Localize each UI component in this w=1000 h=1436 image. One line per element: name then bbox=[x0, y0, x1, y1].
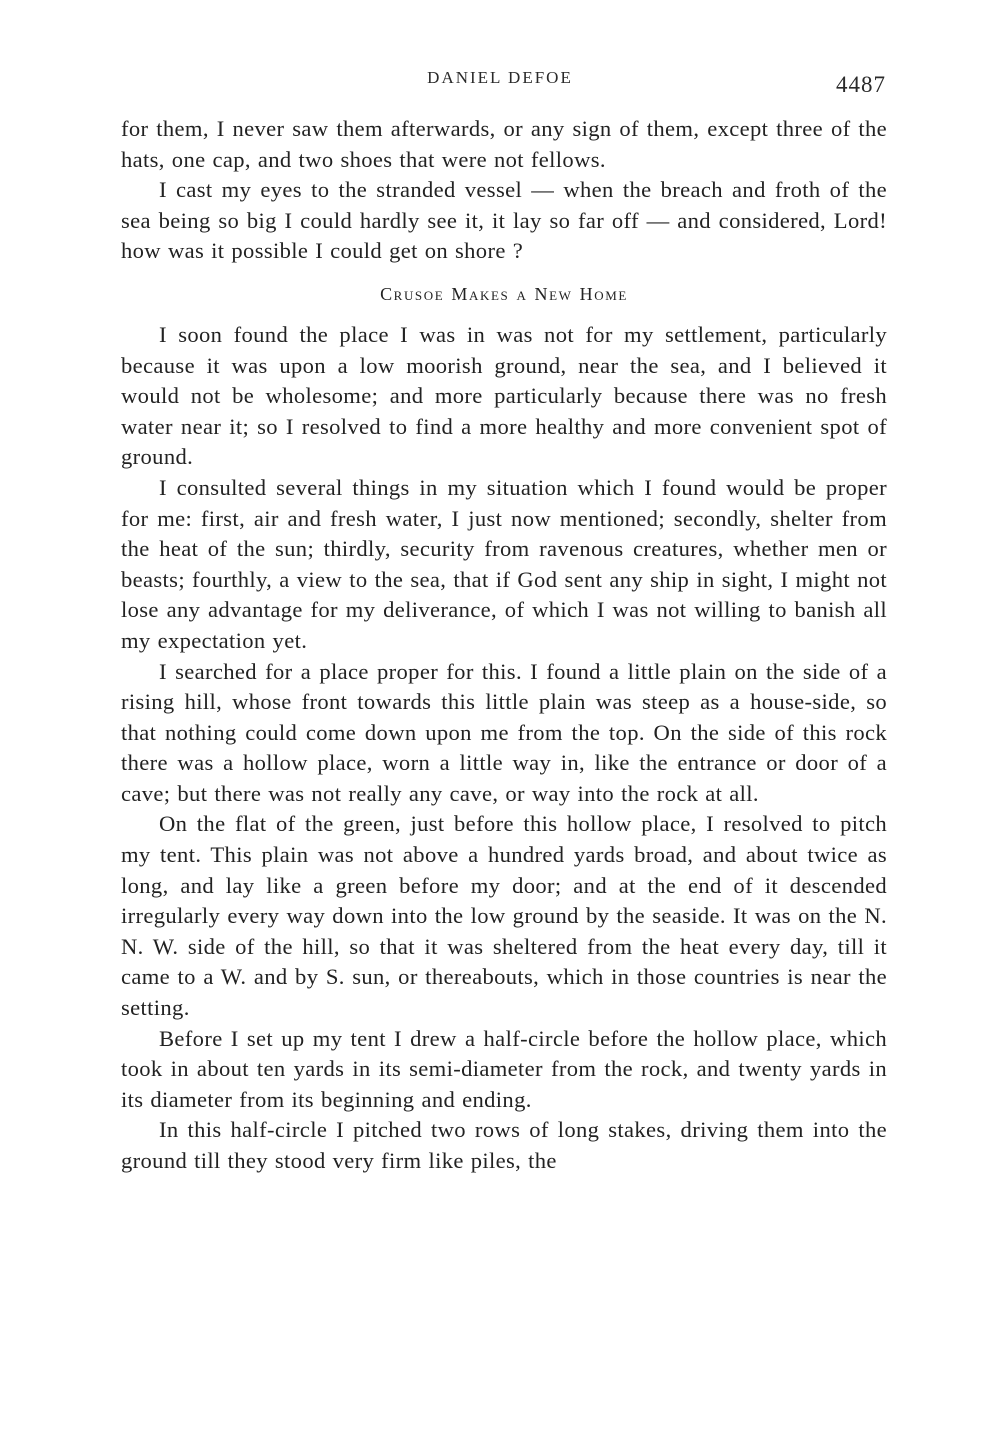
paragraph: In this half-circle I pitched two rows of long stakes, driving them into the ground till they stood very firm like piles, the bbox=[121, 1117, 887, 1173]
paragraph: I cast my eyes to the stranded vessel — when the breach and froth of the sea being so big I could hardly see it, it lay so far off — and considered, Lord! how was it possible I could get on shore ? bbox=[121, 177, 887, 264]
section-heading: Crusoe Makes a New Home bbox=[380, 283, 628, 304]
page-number: 4487 bbox=[836, 72, 886, 97]
paragraph: I searched for a place proper for this. I found a little plain on the side of a rising hill, whose front towards this little plain was steep as a house-side, so that nothing could come down upon me from the top. On the side of this rock there was a hollow place, worn a little way in, like the entrance or door of a cave; but there was not really any cave, or way into the rock at all. bbox=[121, 658, 887, 806]
running-title: DANIEL DEFOE bbox=[427, 68, 573, 87]
paragraph: On the flat of the green, just before this hollow place, I resolved to pitch my tent. This plain was not above a hundred yards broad, and about twice as long, and lay like a green before my door; and at the end of it descended irregularly every way down into the low ground by the seaside. It was on the N. N. W. side of the hill, so that it was sheltered from the heat every day, till it came to a W. and by S. sun, or thereabouts, which in those countries is near the setting. bbox=[121, 811, 887, 1021]
paragraph: I consulted several things in my situation which I found would be proper for me: first, air and fresh water, I just now mentioned; secondly, shelter from the heat of the sun; thirdly, security from ravenous creatures, whether men or beasts; fourthly, a view to the sea, that if God sent any ship in sight, I might not lose any advantage for my deliverance, of which I was not willing to banish all my expectation yet. bbox=[121, 474, 887, 653]
body-text bbox=[121, 114, 887, 1177]
paragraph: for them, I never saw them afterwards, or any sign of them, except three of the hats, one cap, and two shoes that were not fellows. bbox=[121, 116, 887, 172]
paragraph: Before I set up my tent I drew a half-circle before the hollow place, which took in about ten yards in its semi-diameter from the rock, and twenty yards in its diameter from its beginning and ending. bbox=[121, 1025, 887, 1112]
paragraph: I soon found the place I was in was not for my settlement, particularly because it was upon a low moorish ground, near the sea, and I believed it would not be wholesome; and more particularly because there was no fresh water near it; so I resolved to find a more healthy and more convenient spot of ground. bbox=[121, 321, 887, 470]
